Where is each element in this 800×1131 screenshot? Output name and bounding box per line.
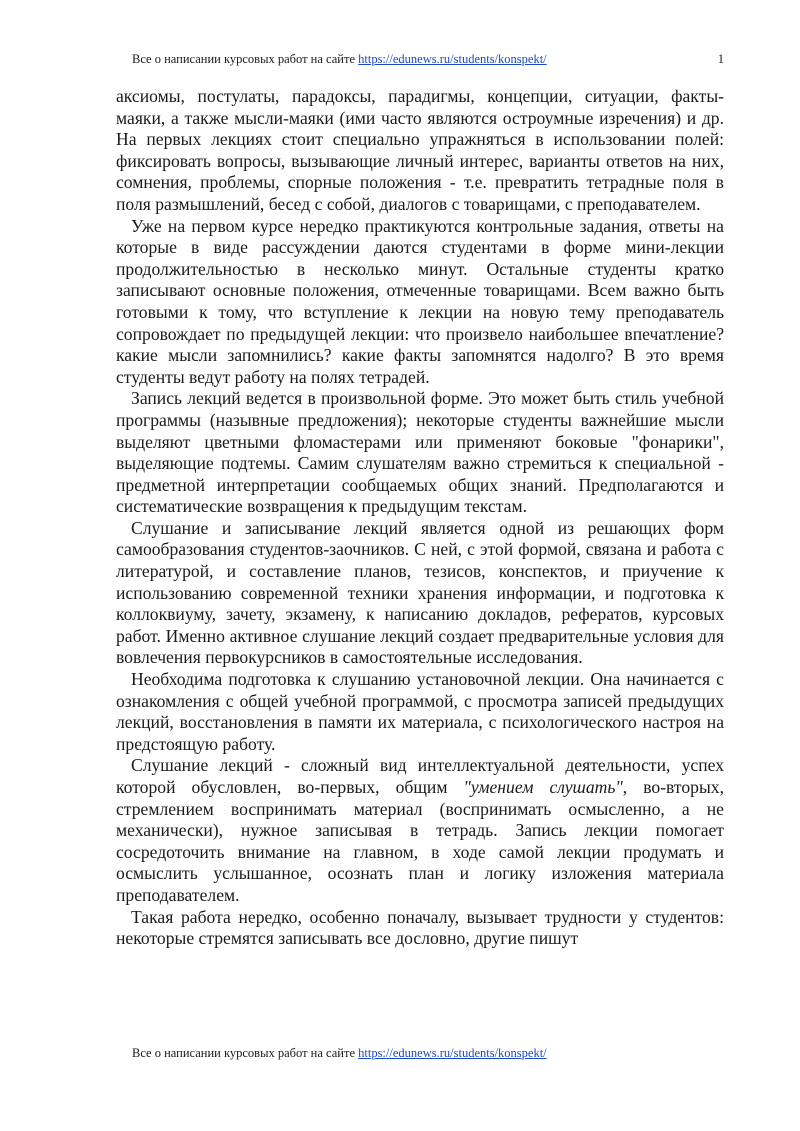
paragraph: Уже на первом курсе нередко практикуются контрольные задания, ответы на которые в виде рассуждении даются студентами в форме мини-лекции продолжительностью в несколько минут. Остальные студенты кратко записывают основные положения, отмеченные товарищами. Всем важно быть готовыми к тому, что вступление к лекции на новую тему преподаватель сопровождает по предыдущей лекции: что произвело наибольшее впечатление? какие мысли запомнились? какие факты запомнятся надолго? В это время студенты ведут работу на полях тетрадей. <box>116 215 724 387</box>
paragraph <box>116 755 724 906</box>
main-text <box>116 86 724 950</box>
emphasis-text: "умением слушать" <box>463 777 623 797</box>
footer-link[interactable]: https://edunews.ru/students/konspekt/ <box>358 1046 547 1060</box>
paragraph-text: Слушание лекций - сложный вид интеллектуальной деятельности, успех которой обусловлен, во-первых, общим <box>116 755 724 797</box>
page-number: 1 <box>717 52 724 66</box>
page-header <box>132 50 724 68</box>
page-footer <box>132 1044 547 1062</box>
paragraph: Слушание и записывание лекций является одной из решающих форм самообразования студентов-заочников. С ней, с этой формой, связана и работа с литературой, и составление планов, тезисов, конспектов, и приучение к использованию современной техники хранения информации, и подготовка к коллоквиуму, зачету, экзамену, к написанию докладов, рефератов, курсовых работ. Именно активное слушание лекций создает предварительные условия для вовлечения первокурсников в самостоятельные исследования. <box>116 517 724 668</box>
paragraph: Запись лекций ведется в произвольной форме. Это может быть стиль учебной программы (назывные предложения); некоторые студенты важнейшие мысли выделяют цветными фломастерами или применяют боковые "фонарики", выделяющие подтемы. Самим слушателям важно стремиться к специальной - предметной интерпретации сообщаемых общих знаний. Предполагаются и систематические возвращения к предыдущим текстам. <box>116 388 724 517</box>
footer-prefix: Все о написании курсовых работ на сайте <box>132 1046 359 1060</box>
paragraph: аксиомы, постулаты, парадоксы, парадигмы, концепции, ситуации, факты-маяки, а также мысли-маяки (ими часто являются остроумные изречения) и др. На первых лекциях стоит специально упражняться в использовании полей: фиксировать вопросы, вызывающие личный интерес, варианты ответов на них, сомнения, проблемы, спорные положения - т.е. превратить тетрадные поля в поля размышлений, бесед с собой, диалогов с товарищами, с преподавателем. <box>116 86 724 214</box>
paragraph: Необходима подготовка к слушанию установочной лекции. Она начинается с ознакомления с общей учебной программой, с просмотра записей предыдущих лекций, восстановления в памяти их материала, с психологического настроя на предстоящую работу. <box>116 669 724 754</box>
paragraph: Такая работа нередко, особенно поначалу, вызывает трудности у студентов: некоторые стремятся записывать все дословно, другие пишут <box>116 906 724 949</box>
header-link[interactable]: https://edunews.ru/students/konspekt/ <box>358 52 547 66</box>
paragraph-text: , во-вторых, стремлением воспринимать материал (воспринимать осмысленно, а не механически), нужное записывая в тетрадь. Запись лекции помогает сосредоточить внимание на главном, в ходе самой лекции продумать и осмыслить услышанное, осознать план и логику изложения материала преподавателем. <box>116 777 724 905</box>
header-prefix: Все о написании курсовых работ на сайте <box>132 52 359 66</box>
